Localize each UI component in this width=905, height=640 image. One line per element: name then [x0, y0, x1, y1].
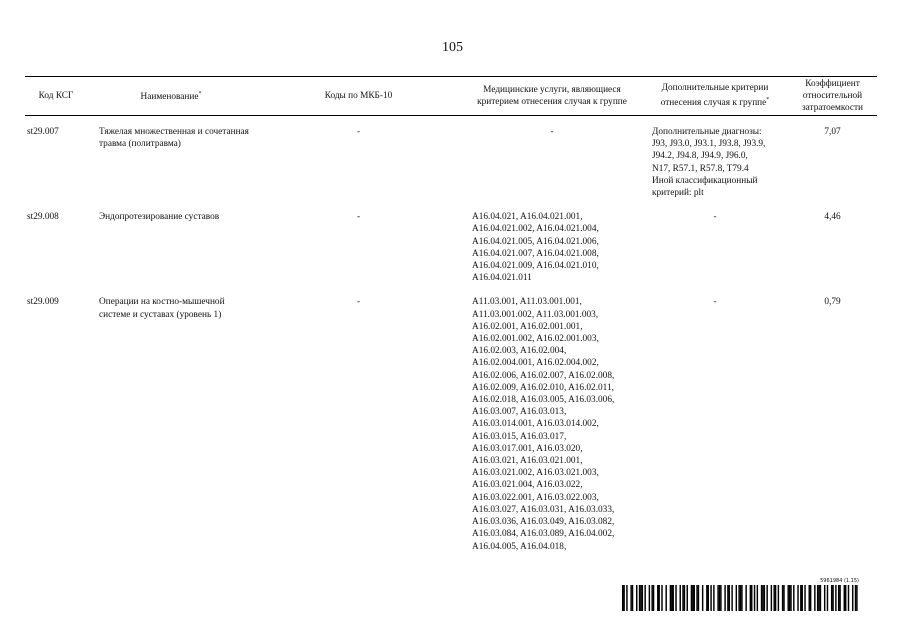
services-line: A16.02.009, A16.02.010, A16.02.011, — [472, 382, 614, 393]
barcode-bar — [736, 585, 737, 611]
barcode-bar — [729, 585, 730, 611]
barcode-bar — [640, 585, 641, 611]
barcode-bar — [636, 585, 637, 611]
services-line: A16.03.021.004, A16.03.022, — [472, 480, 583, 491]
barcode-bar — [848, 585, 849, 611]
barcode-bar — [802, 585, 803, 611]
barcode-bar — [764, 585, 765, 611]
barcode-bar — [684, 585, 685, 611]
cell-code: st29.009 — [27, 297, 59, 308]
barcode-bar — [713, 585, 714, 611]
barcode-bar — [741, 585, 742, 611]
barcode-bar — [790, 585, 791, 611]
cell-services — [462, 126, 642, 211]
cell-code: st29.007 — [27, 127, 59, 137]
barcode-bar — [665, 585, 666, 611]
ksg-table — [25, 76, 877, 565]
barcode-bar — [831, 585, 832, 611]
barcode-bar — [719, 585, 720, 611]
barcode-bar — [818, 585, 819, 611]
barcode-bar — [832, 585, 833, 611]
barcode-bar — [782, 585, 783, 611]
barcode-bar — [856, 585, 857, 611]
cell-coefficient: 4,46 — [824, 212, 841, 223]
table-header-row — [25, 77, 877, 116]
services-line: A16.04.021, A16.04.021.001, — [472, 212, 583, 223]
cell-mkb: - — [356, 297, 361, 308]
services-line: A16.03.084, A16.03.089, A16.04.002, — [472, 529, 615, 540]
services-line: A16.04.021.007, A16.04.021.008, — [472, 248, 599, 259]
barcode-bar — [708, 585, 709, 611]
barcode-bar — [702, 585, 703, 611]
cell-coefficient: 7,07 — [824, 127, 841, 137]
header-name: Наименование* — [87, 77, 255, 116]
header-mkb: Коды по МКБ-10 — [255, 77, 462, 116]
extra-line: J94.2, J94.8, J94.9, J96.0, — [652, 151, 748, 162]
cell-services — [462, 296, 642, 564]
services-line: A16.03.027, A16.03.031, A16.03.033, — [472, 504, 615, 515]
barcode-bar — [820, 585, 821, 611]
header-extra-criteria: Дополнительные критерии отнесения случая к группе* — [642, 77, 788, 116]
barcode-bar — [622, 585, 623, 611]
barcode-bar — [827, 585, 828, 611]
barcode-bar — [789, 585, 790, 611]
barcode-bar — [766, 585, 767, 611]
header-coefficient: Коэффициент относительной затратоемкости — [788, 77, 877, 116]
services-line: A16.03.021.002, A16.03.021.003, — [472, 468, 599, 479]
barcode-bar — [751, 585, 752, 611]
table-row — [25, 296, 877, 564]
barcode-bar — [852, 585, 853, 611]
services-line: A16.03.014.001, A16.03.014.002, — [472, 419, 599, 430]
table-body — [25, 116, 877, 565]
barcode-bar — [692, 585, 693, 611]
barcode-bar — [653, 585, 654, 611]
cell-extra-criteria — [642, 126, 788, 211]
cell-extra-criteria — [642, 296, 788, 564]
barcode-bar — [787, 585, 788, 611]
barcode-bar — [644, 585, 645, 611]
barcode-bar — [740, 585, 741, 611]
barcode-bar — [661, 585, 662, 611]
barcode-bar — [694, 585, 695, 611]
barcode-bar — [838, 585, 839, 611]
cell-mkb: - — [356, 212, 361, 223]
services-line: A11.03.001, A11.03.001.001, — [472, 297, 582, 308]
barcode-bar — [623, 585, 624, 611]
extra-line: J93, J93.0, J93.1, J93.8, J93.9, — [652, 139, 766, 150]
barcode-bar — [698, 585, 699, 611]
barcode-bar — [773, 585, 774, 611]
barcode-bar — [727, 585, 728, 611]
services-line: A16.02.001.002, A16.02.001.003, — [472, 334, 599, 345]
barcode-bar — [720, 585, 721, 611]
barcode-bar — [804, 585, 805, 611]
cell-coefficient: 0,79 — [824, 297, 841, 308]
services-line: A16.03.036, A16.03.049, A16.03.082, — [472, 517, 615, 528]
barcode-caption: 5961984 (1.15) — [820, 578, 859, 584]
barcode-bar — [824, 585, 825, 611]
barcode-bar — [632, 585, 633, 611]
barcode-bar — [839, 585, 840, 611]
barcode-bar — [817, 585, 818, 611]
barcode-bar — [639, 585, 640, 611]
barcode-bar — [778, 585, 779, 611]
barcode-bar — [717, 585, 718, 611]
barcode-bar — [649, 585, 650, 611]
barcode-image — [622, 585, 859, 611]
services-line: A16.02.001, A16.02.001.001, — [472, 321, 583, 332]
cell-services — [462, 211, 642, 296]
barcode-bar — [809, 585, 810, 611]
extra-line: - — [713, 297, 717, 308]
services-line: A16.02.004.001, A16.02.004.002, — [472, 358, 599, 369]
cell-name: Эндопротезирование суставов — [99, 212, 220, 223]
extra-line: Иной классификационный — [652, 175, 758, 186]
barcode-bar — [800, 585, 801, 611]
barcode-bar — [793, 585, 794, 611]
barcode-bar — [687, 585, 688, 611]
services-line: A16.03.015, A16.03.017, — [472, 431, 567, 442]
barcode-bar — [626, 585, 627, 611]
cell-name: Операции на костно-мышечной системе и суставах (уровень 1) — [99, 297, 225, 320]
barcode-bar — [630, 585, 631, 611]
services-line: A16.04.005, A16.04.018, — [472, 541, 567, 552]
barcode-bar — [672, 585, 673, 611]
barcode-bar — [762, 585, 763, 611]
table-row — [25, 126, 877, 211]
barcode-bar — [682, 585, 683, 611]
barcode-bar — [706, 585, 707, 611]
barcode-bar — [710, 585, 711, 611]
extra-line: - — [713, 212, 717, 223]
services-line: A11.03.001.002, A11.03.001.003, — [472, 309, 599, 320]
barcode-bar — [738, 585, 739, 611]
services-line: A16.02.006, A16.02.007, A16.02.008, — [472, 370, 615, 381]
barcode-bar — [675, 585, 676, 611]
barcode-bar — [657, 585, 658, 611]
barcode-bar — [670, 585, 671, 611]
barcode-bar — [810, 585, 811, 611]
barcode-bar — [814, 585, 815, 611]
services-line: A16.04.021.005, A16.04.021.006, — [472, 236, 599, 247]
cell-code: st29.008 — [27, 212, 59, 223]
barcode-bar — [671, 585, 672, 611]
services-line: A16.03.007, A16.03.013, — [472, 407, 567, 418]
cell-extra-criteria — [642, 211, 788, 296]
services-line: A16.03.022.001, A16.03.022.003, — [472, 492, 599, 503]
barcode-bar — [771, 585, 772, 611]
barcode-bar — [651, 585, 652, 611]
barcode-bar — [797, 585, 798, 611]
extra-line: Дополнительные диагнозы: — [652, 127, 762, 137]
barcode-block — [622, 578, 859, 614]
barcode-bar — [724, 585, 725, 611]
extra-line: критерий: plt — [652, 188, 704, 199]
services-line: A16.03.017.001, A16.03.020, — [472, 443, 583, 454]
barcode-bar — [757, 585, 758, 611]
services-line: A16.04.021.009, A16.04.021.010, — [472, 261, 599, 272]
barcode-bar — [658, 585, 659, 611]
services-line: A16.02.003, A16.02.004, — [472, 346, 567, 357]
barcode-bar — [696, 585, 697, 611]
services-line: - — [550, 127, 554, 137]
barcode-bar — [835, 585, 836, 611]
page-number: 105 — [442, 40, 463, 55]
services-line: A16.04.021.002, A16.04.021.004, — [472, 224, 599, 235]
barcode-bar — [754, 585, 755, 611]
barcode-bar — [745, 585, 746, 611]
header-services: Медицинские услуги, являющиеся критерием отнесения случая к группе — [462, 77, 642, 116]
barcode-bar — [775, 585, 776, 611]
header-code: Код КСГ — [25, 77, 87, 116]
barcode-bar — [761, 585, 762, 611]
cell-name: Тяжелая множественная и сочетанная травма (политравма) — [99, 127, 249, 150]
cell-mkb: - — [356, 127, 361, 137]
services-line: A16.03.021, A16.03.021.001, — [472, 456, 583, 467]
barcode-bar — [731, 585, 732, 611]
services-line: A16.02.018, A16.03.005, A16.03.006, — [472, 395, 615, 406]
barcode-bar — [783, 585, 784, 611]
barcode-bar — [845, 585, 846, 611]
barcode-bar — [844, 585, 845, 611]
table-row — [25, 211, 877, 296]
barcode-bar — [691, 585, 692, 611]
barcode-bar — [680, 585, 681, 611]
services-line: A16.04.021.011 — [472, 273, 532, 284]
barcode-bar — [855, 585, 856, 611]
extra-line: N17, R57.1, R57.8, T79.4 — [652, 163, 749, 174]
barcode-bar — [750, 585, 751, 611]
barcode-bar — [642, 585, 643, 611]
